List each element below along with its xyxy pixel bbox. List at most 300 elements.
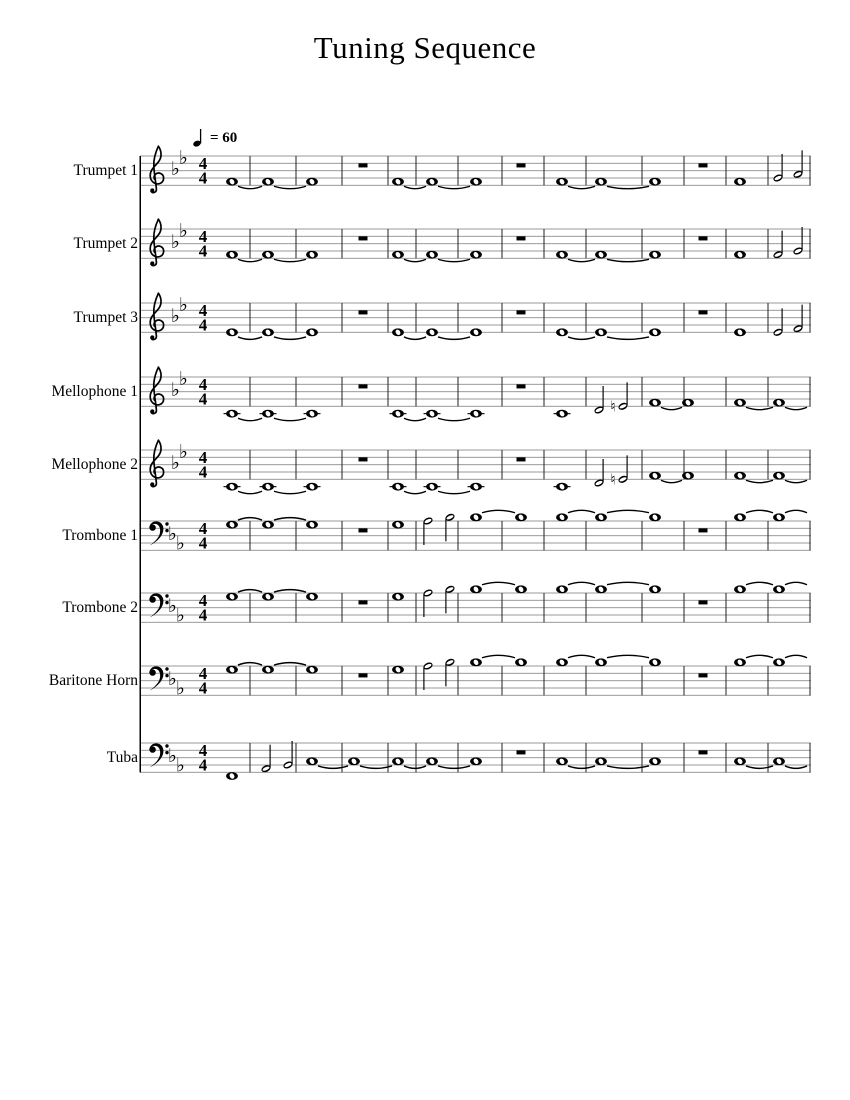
- tie: [568, 337, 595, 339]
- barline: [250, 229, 251, 258]
- whole-note: [470, 513, 482, 521]
- whole-note: [226, 666, 238, 674]
- tie: [274, 491, 306, 493]
- flat-sign: ♭: [171, 231, 180, 254]
- half-note: [422, 588, 433, 617]
- staff-line: [140, 743, 811, 744]
- time-signature-numeral: 4: [198, 153, 208, 173]
- whole-note: [226, 593, 238, 601]
- whole-note: [392, 757, 404, 765]
- staff-line: [140, 600, 811, 601]
- tie: [746, 582, 773, 584]
- whole-note: [734, 658, 746, 666]
- barline: [416, 377, 417, 406]
- barline: [726, 666, 727, 695]
- whole-note: [348, 757, 360, 765]
- staff-trombone-2: [140, 582, 811, 626]
- tie: [438, 186, 470, 188]
- staff-line: [140, 384, 811, 385]
- barline: [296, 156, 297, 185]
- barline: [502, 156, 503, 185]
- whole-note: [426, 483, 438, 491]
- whole-note: [773, 399, 785, 407]
- barline: [810, 303, 811, 332]
- whole-note: [306, 521, 318, 529]
- whole-note: [392, 666, 404, 674]
- barline: [296, 743, 297, 772]
- tie: [785, 582, 807, 584]
- whole-note: [734, 585, 746, 593]
- flat-sign: ♭: [168, 523, 177, 546]
- barline: [342, 521, 343, 550]
- barline: [810, 156, 811, 185]
- time-signature-numeral: 4: [198, 168, 208, 188]
- tie: [482, 655, 515, 657]
- barline: [642, 229, 643, 258]
- flat-sign: ♭: [171, 305, 180, 328]
- barline: [768, 303, 769, 332]
- tie: [746, 480, 773, 482]
- barline: [586, 666, 587, 695]
- tie: [238, 663, 262, 665]
- barline: [810, 743, 811, 772]
- whole-note: [649, 585, 661, 593]
- staff-line: [140, 695, 811, 696]
- instrument-label-trumpet-1: Trumpet 1: [73, 161, 138, 179]
- flat-sign: ♭: [168, 595, 177, 618]
- whole-note: [392, 178, 404, 186]
- barline: [250, 156, 251, 185]
- staff-line: [140, 607, 811, 608]
- time-signature-numeral: 4: [198, 315, 208, 335]
- barline: [502, 666, 503, 695]
- whole-note: [426, 410, 438, 418]
- barline: [416, 303, 417, 332]
- staff-line: [140, 243, 811, 244]
- barline: [342, 156, 343, 185]
- barline: [684, 593, 685, 622]
- staff-baritone-horn: [140, 655, 811, 699]
- barline: [502, 450, 503, 479]
- barline: [458, 450, 459, 479]
- flat-sign: ♭: [168, 668, 177, 691]
- tie: [482, 582, 515, 584]
- tie: [607, 766, 649, 768]
- staff-tuba: [140, 741, 811, 780]
- whole-note: [226, 772, 238, 780]
- half-note: [792, 150, 803, 179]
- barline: [810, 377, 811, 406]
- whole-rest: [699, 750, 708, 754]
- whole-note: [306, 328, 318, 336]
- barline: [458, 303, 459, 332]
- bass-clef-icon: [149, 743, 169, 767]
- whole-note: [556, 251, 568, 259]
- barline: [296, 593, 297, 622]
- barline: [642, 666, 643, 695]
- staff-line: [140, 750, 811, 751]
- barline: [726, 229, 727, 258]
- half-note: [593, 386, 604, 415]
- barline: [416, 593, 417, 622]
- time-signature-numeral: 4: [198, 605, 208, 625]
- staff-line: [140, 310, 811, 311]
- barline: [250, 666, 251, 695]
- whole-note: [649, 251, 661, 259]
- barline: [544, 377, 545, 406]
- natural-sign: ♮: [610, 470, 616, 489]
- barline: [502, 229, 503, 258]
- whole-note: [773, 472, 785, 480]
- tie: [404, 766, 426, 768]
- barline: [342, 593, 343, 622]
- whole-rest: [359, 600, 368, 604]
- whole-note: [262, 328, 274, 336]
- whole-rest: [359, 673, 368, 677]
- barline: [586, 521, 587, 550]
- tie: [785, 407, 807, 409]
- staff-line: [140, 680, 811, 681]
- barline: [810, 229, 811, 258]
- flat-sign: ♭: [176, 604, 185, 627]
- time-signature-numeral: 4: [198, 300, 208, 320]
- barline: [342, 450, 343, 479]
- half-note: [422, 661, 433, 690]
- tie: [568, 766, 595, 768]
- whole-note: [682, 472, 694, 480]
- barline: [458, 593, 459, 622]
- flat-sign: ♭: [179, 220, 188, 243]
- whole-note: [649, 658, 661, 666]
- tie: [274, 337, 306, 339]
- barline: [388, 593, 389, 622]
- whole-note: [226, 178, 238, 186]
- barline: [416, 666, 417, 695]
- whole-note: [595, 585, 607, 593]
- barline: [416, 156, 417, 185]
- whole-note: [595, 658, 607, 666]
- barline: [458, 377, 459, 406]
- barline: [586, 593, 587, 622]
- half-note: [444, 584, 455, 613]
- instrument-label-trombone-1: Trombone 1: [62, 526, 138, 544]
- instrument-label-trumpet-2: Trumpet 2: [73, 234, 138, 252]
- barline: [768, 156, 769, 185]
- whole-note: [595, 178, 607, 186]
- whole-note: [773, 757, 785, 765]
- whole-note: [734, 757, 746, 765]
- whole-rest: [517, 236, 526, 240]
- whole-note: [226, 251, 238, 259]
- tie: [607, 259, 649, 261]
- barline: [458, 229, 459, 258]
- whole-note: [426, 328, 438, 336]
- tie: [238, 186, 262, 188]
- instrument-label-baritone-horn: Baritone Horn: [48, 671, 138, 689]
- whole-note: [773, 658, 785, 666]
- whole-rest: [359, 384, 368, 388]
- barline: [502, 377, 503, 406]
- tie: [238, 518, 262, 520]
- flat-sign: ♭: [179, 441, 188, 464]
- instrument-label-mellophone-2: Mellophone 2: [51, 455, 138, 473]
- half-note: [617, 455, 628, 484]
- whole-note: [262, 178, 274, 186]
- barline: [726, 450, 727, 479]
- time-signature-numeral: 4: [198, 226, 208, 246]
- time-signature-numeral: 4: [198, 533, 208, 553]
- barline: [544, 593, 545, 622]
- half-note: [593, 459, 604, 488]
- whole-note: [392, 483, 404, 491]
- barline: [810, 666, 811, 695]
- whole-note: [306, 666, 318, 674]
- whole-note: [306, 251, 318, 259]
- barline: [684, 156, 685, 185]
- barline: [684, 521, 685, 550]
- whole-note: [773, 513, 785, 521]
- barline: [250, 521, 251, 550]
- piece-title: Tuning Sequence: [313, 30, 537, 65]
- staff-line: [140, 406, 811, 407]
- tempo-text: = 60: [210, 130, 238, 146]
- staff-line: [140, 772, 811, 773]
- whole-rest: [359, 310, 368, 314]
- tie: [438, 491, 470, 493]
- barline: [642, 521, 643, 550]
- whole-note: [595, 328, 607, 336]
- barline: [768, 229, 769, 258]
- whole-note: [556, 757, 568, 765]
- tie: [438, 418, 470, 420]
- tie: [274, 186, 306, 188]
- whole-rest: [699, 310, 708, 314]
- barline: [342, 303, 343, 332]
- tie: [568, 259, 595, 261]
- half-note: [282, 741, 293, 770]
- half-note: [792, 227, 803, 256]
- staff-line: [140, 471, 811, 472]
- tie: [746, 407, 773, 409]
- barline: [502, 743, 503, 772]
- barline: [586, 450, 587, 479]
- whole-note: [515, 513, 527, 521]
- flat-sign: ♭: [171, 452, 180, 475]
- time-signature-numeral: 4: [198, 374, 208, 394]
- barline: [586, 156, 587, 185]
- whole-note: [470, 178, 482, 186]
- barline: [388, 229, 389, 258]
- staff-line: [140, 479, 811, 480]
- barline: [250, 593, 251, 622]
- whole-note: [306, 483, 318, 491]
- staff-line: [140, 528, 811, 529]
- time-signature-numeral: 4: [198, 518, 208, 538]
- flat-sign: ♭: [176, 677, 185, 700]
- whole-note: [226, 521, 238, 529]
- tie: [568, 582, 595, 584]
- barline: [544, 521, 545, 550]
- whole-note: [306, 410, 318, 418]
- barline: [296, 377, 297, 406]
- half-note: [444, 657, 455, 686]
- flat-sign: ♭: [179, 368, 188, 391]
- whole-note: [556, 585, 568, 593]
- whole-note: [392, 251, 404, 259]
- staff-trumpet-3: [140, 293, 811, 339]
- barline: [296, 521, 297, 550]
- whole-note: [262, 251, 274, 259]
- barline: [296, 303, 297, 332]
- barline: [250, 450, 251, 479]
- tie: [785, 510, 807, 512]
- whole-note: [262, 521, 274, 529]
- staff-line: [140, 450, 811, 451]
- barline: [726, 593, 727, 622]
- tie: [607, 186, 649, 188]
- staff-line: [140, 163, 811, 164]
- half-note: [444, 512, 455, 541]
- flat-sign: ♭: [176, 754, 185, 777]
- whole-note: [262, 593, 274, 601]
- barline: [416, 521, 417, 550]
- tie: [438, 766, 470, 768]
- barline: [296, 450, 297, 479]
- tie: [607, 510, 649, 512]
- whole-note: [595, 513, 607, 521]
- instrument-label-mellophone-1: Mellophone 1: [51, 382, 138, 400]
- whole-note: [226, 328, 238, 336]
- whole-note: [262, 410, 274, 418]
- half-note: [772, 154, 783, 183]
- whole-note: [426, 178, 438, 186]
- whole-note: [470, 483, 482, 491]
- tie: [607, 337, 649, 339]
- barline: [726, 156, 727, 185]
- whole-rest: [517, 457, 526, 461]
- whole-note: [773, 585, 785, 593]
- time-signature-numeral: 4: [198, 755, 208, 775]
- whole-note: [306, 757, 318, 765]
- bass-clef-icon: [149, 593, 169, 617]
- time-signature-numeral: 4: [198, 241, 208, 261]
- whole-note: [470, 251, 482, 259]
- barline: [586, 377, 587, 406]
- whole-note: [392, 521, 404, 529]
- barline: [642, 593, 643, 622]
- barline: [388, 303, 389, 332]
- whole-rest: [699, 673, 708, 677]
- time-signature-numeral: 4: [198, 462, 208, 482]
- whole-note: [515, 658, 527, 666]
- whole-note: [392, 593, 404, 601]
- barline: [768, 377, 769, 406]
- staff-line: [140, 542, 811, 543]
- staff-line: [140, 398, 811, 399]
- barline: [684, 743, 685, 772]
- time-signature-numeral: 4: [198, 678, 208, 698]
- barline: [502, 521, 503, 550]
- whole-note: [682, 399, 694, 407]
- barline: [388, 377, 389, 406]
- whole-note: [734, 178, 746, 186]
- whole-note: [595, 251, 607, 259]
- tie: [274, 518, 306, 520]
- barline: [768, 450, 769, 479]
- tie: [238, 337, 262, 339]
- whole-note: [649, 513, 661, 521]
- barline: [544, 743, 545, 772]
- tie: [360, 766, 392, 768]
- half-note: [260, 745, 271, 774]
- tie: [785, 480, 807, 482]
- whole-rest: [699, 163, 708, 167]
- tie: [318, 766, 348, 768]
- whole-note: [426, 251, 438, 259]
- whole-note: [649, 178, 661, 186]
- barline: [586, 229, 587, 258]
- whole-note: [306, 593, 318, 601]
- barline: [296, 229, 297, 258]
- whole-note: [734, 472, 746, 480]
- whole-rest: [699, 528, 708, 532]
- time-signature-numeral: 4: [198, 389, 208, 409]
- whole-note: [392, 328, 404, 336]
- whole-rest: [699, 600, 708, 604]
- barline: [726, 743, 727, 772]
- instrument-label-trumpet-3: Trumpet 3: [73, 308, 138, 326]
- staff-line: [140, 550, 811, 551]
- whole-note: [734, 399, 746, 407]
- staff-line: [140, 156, 811, 157]
- flat-sign: ♭: [168, 745, 177, 768]
- tie: [661, 480, 682, 482]
- staff-line: [140, 317, 811, 318]
- whole-note: [470, 328, 482, 336]
- whole-note: [515, 585, 527, 593]
- time-signature-numeral: 4: [198, 663, 208, 683]
- whole-note: [470, 410, 482, 418]
- staff-mellophone-2: [140, 440, 811, 494]
- time-signature-numeral: 4: [198, 740, 208, 760]
- barline: [586, 303, 587, 332]
- whole-note: [556, 483, 568, 491]
- barline: [458, 521, 459, 550]
- barline: [502, 593, 503, 622]
- bass-clef-icon: [149, 521, 169, 545]
- tie: [404, 491, 426, 493]
- tie: [404, 418, 426, 420]
- tie: [746, 766, 773, 768]
- whole-rest: [517, 750, 526, 754]
- barline: [810, 521, 811, 550]
- whole-note: [262, 666, 274, 674]
- staff-line: [140, 687, 811, 688]
- half-note: [772, 308, 783, 337]
- barline: [726, 303, 727, 332]
- tie: [607, 582, 649, 584]
- tie: [661, 407, 682, 409]
- staff-line: [140, 673, 811, 674]
- tie: [438, 337, 470, 339]
- tie: [746, 510, 773, 512]
- barline: [726, 377, 727, 406]
- whole-rest: [359, 236, 368, 240]
- barline: [642, 450, 643, 479]
- tie: [568, 655, 595, 657]
- whole-note: [556, 658, 568, 666]
- barline: [342, 666, 343, 695]
